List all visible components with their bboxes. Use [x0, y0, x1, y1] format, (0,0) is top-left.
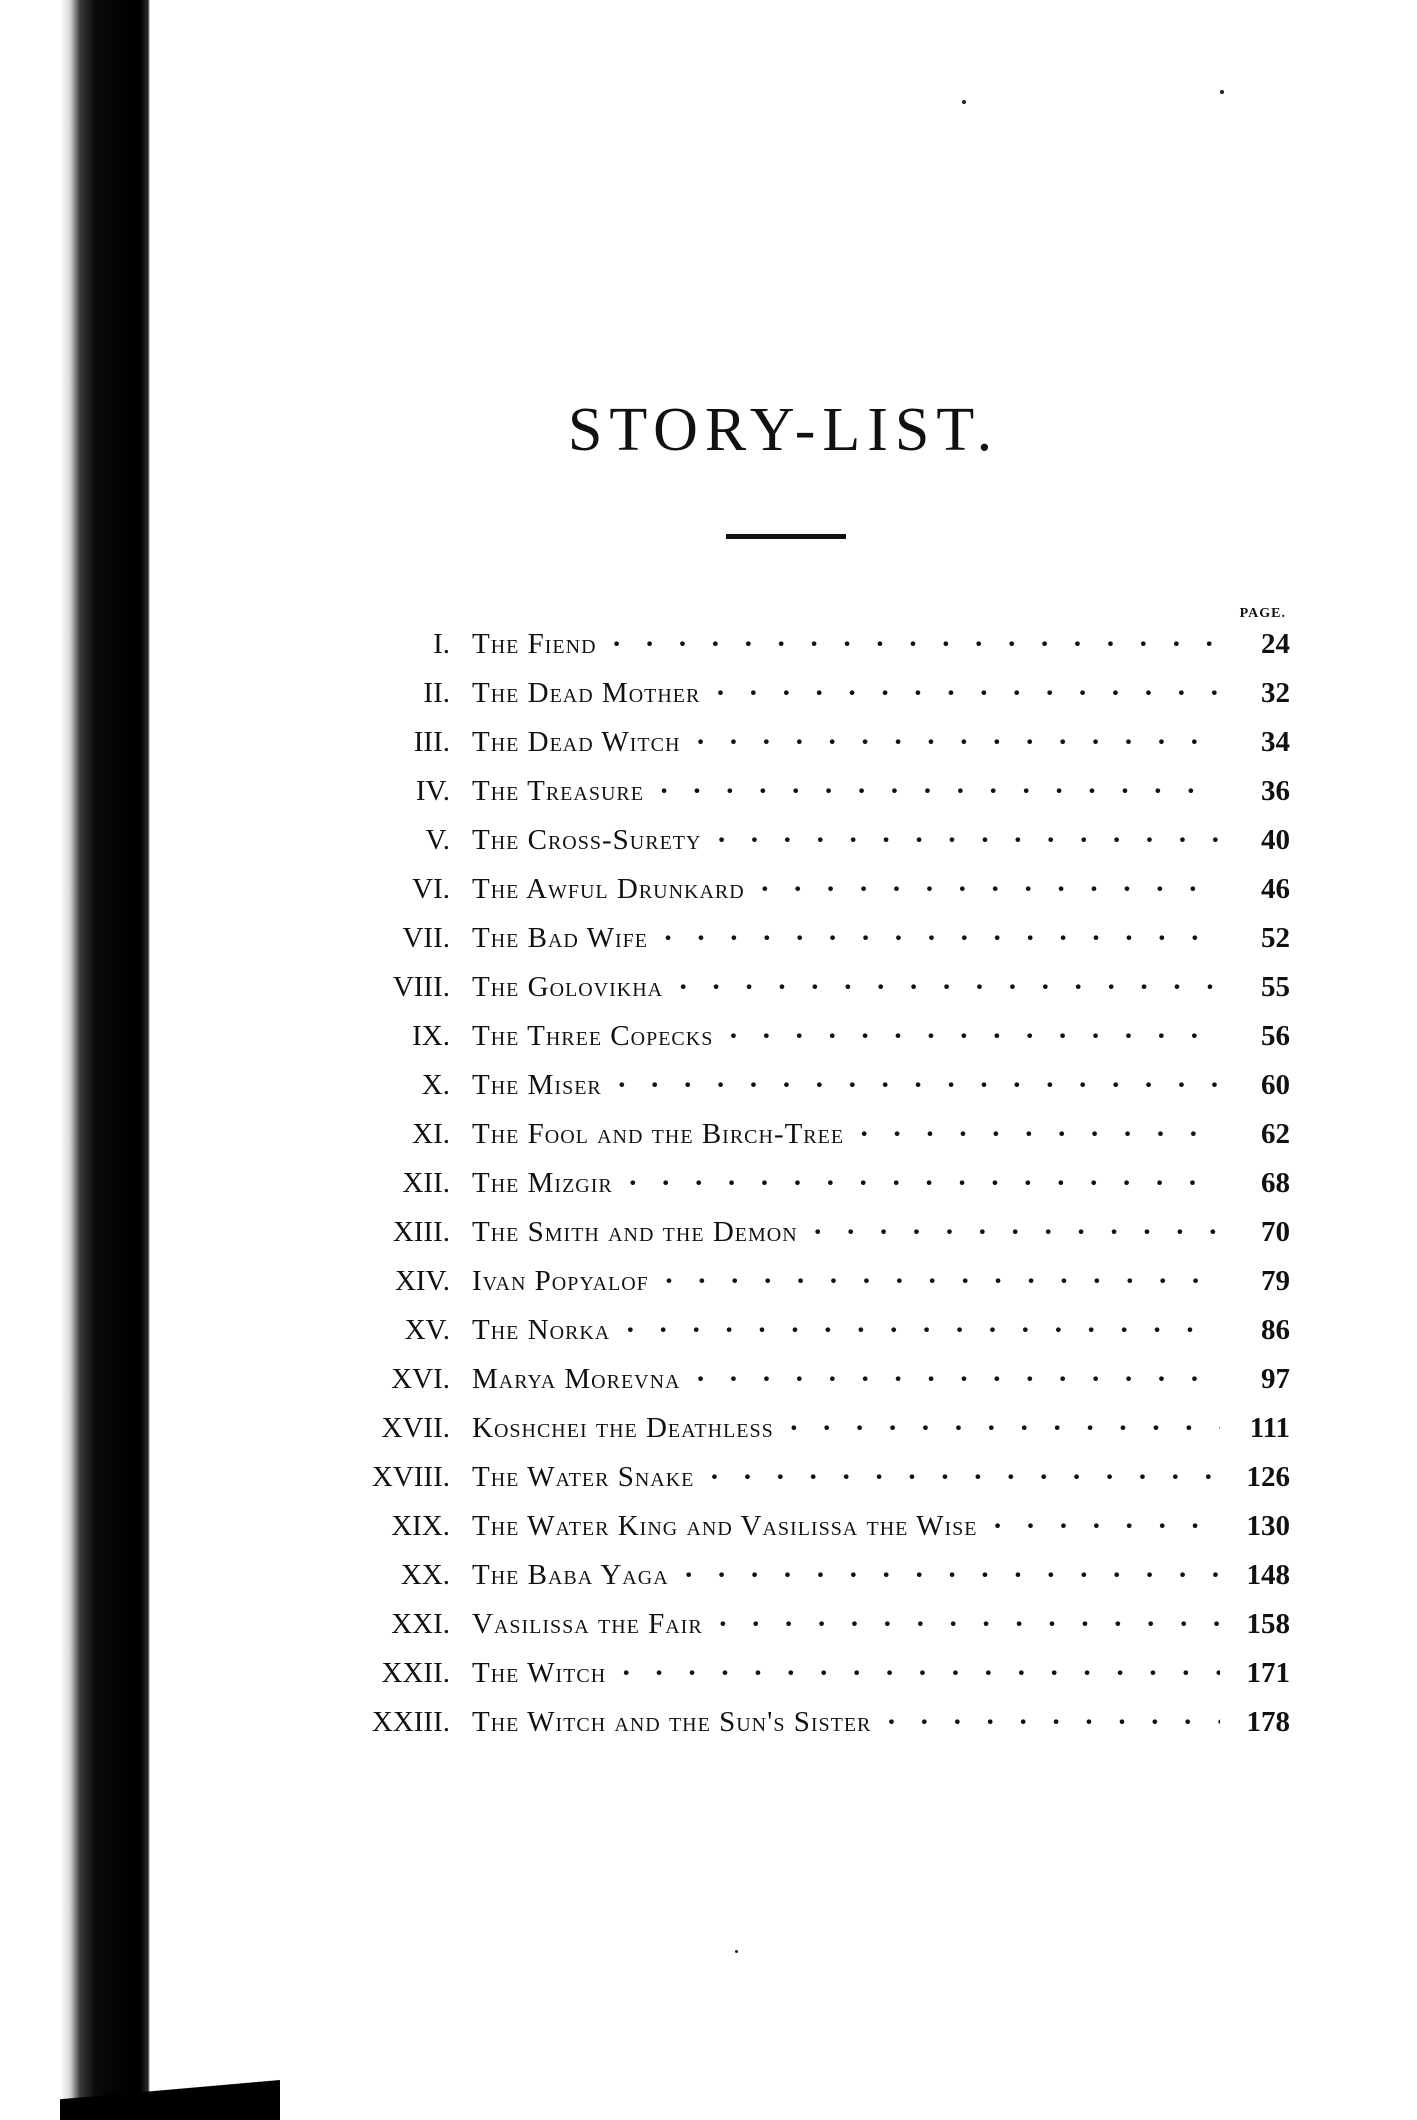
- chapter-number: XVI.: [391, 1363, 450, 1395]
- page-number: 68: [1261, 1167, 1290, 1199]
- toc-entry: [320, 1559, 1290, 1608]
- story-title: The Three Copecks · ·: [472, 1020, 1220, 1053]
- story-title: The Water Snake · ·: [472, 1461, 1220, 1494]
- page-number: 24: [1261, 628, 1290, 660]
- toc-entry: [320, 1363, 1290, 1412]
- print-speck: [735, 1950, 738, 1953]
- chapter-number: VI.: [412, 873, 450, 905]
- story-title: The Water King and Vasilissa the Wise · ·: [472, 1510, 1220, 1543]
- page-number: 111: [1249, 1412, 1290, 1444]
- story-title: The Golovikha · ·: [472, 971, 1220, 1004]
- story-title: The Treasure · ·: [472, 775, 1220, 808]
- page-number: 32: [1261, 677, 1290, 709]
- page-binding-shadow: [0, 0, 150, 2120]
- toc-entry: [320, 726, 1290, 775]
- story-title: The Dead Witch · ·: [472, 726, 1220, 759]
- chapter-number: XXIII.: [371, 1706, 450, 1738]
- story-title: The Awful Drunkard · ·: [472, 873, 1220, 906]
- story-title: Marya Morevna · ·: [472, 1363, 1220, 1396]
- toc-entry: [320, 1020, 1290, 1069]
- story-title: Ivan Popyalof · ·: [472, 1265, 1220, 1298]
- page-number: 79: [1261, 1265, 1290, 1297]
- page-corner-shadow: [60, 2072, 280, 2120]
- page-number: 36: [1261, 775, 1290, 807]
- toc-entry: [320, 824, 1290, 873]
- chapter-number: IV.: [415, 775, 450, 807]
- toc-entry: [320, 1608, 1290, 1657]
- story-title: The Fool and the Birch-Tree · ·: [472, 1118, 1220, 1151]
- title-rule: [726, 534, 846, 539]
- chapter-number: XVIII.: [371, 1461, 450, 1493]
- story-title: The Miser · ·: [472, 1069, 1220, 1102]
- toc-entry: [320, 873, 1290, 922]
- chapter-number: II.: [423, 677, 450, 709]
- toc-entry: [320, 1167, 1290, 1216]
- page-number: 97: [1261, 1363, 1290, 1395]
- story-title: The Baba Yaga · ·: [472, 1559, 1220, 1592]
- page-number: 60: [1261, 1069, 1290, 1101]
- toc-entry: [320, 628, 1290, 677]
- page-title: STORY-LIST.: [567, 396, 1000, 464]
- story-title: The Witch and the Sun's Sister · ·: [472, 1706, 1220, 1739]
- story-title: Koshchei the Deathless · ·: [472, 1412, 1220, 1445]
- toc-entry: [320, 1216, 1290, 1265]
- chapter-number: X.: [421, 1069, 450, 1101]
- story-title: The Dead Mother · ·: [472, 677, 1220, 710]
- story-list: [320, 628, 1290, 1755]
- page-number: 56: [1261, 1020, 1290, 1052]
- toc-entry: [320, 1706, 1290, 1755]
- page-number: 40: [1261, 824, 1290, 856]
- page-number: 46: [1261, 873, 1290, 905]
- toc-entry: [320, 1657, 1290, 1706]
- story-title: The Witch · ·: [472, 1657, 1220, 1690]
- toc-entry: [320, 971, 1290, 1020]
- chapter-number: XV.: [404, 1314, 450, 1346]
- toc-entry: [320, 1510, 1290, 1559]
- toc-entry: [320, 1461, 1290, 1510]
- chapter-number: I.: [433, 628, 450, 660]
- chapter-number: XIX.: [391, 1510, 450, 1542]
- toc-entry: [320, 775, 1290, 824]
- chapter-number: XIII.: [392, 1216, 450, 1248]
- toc-entry: [320, 1069, 1290, 1118]
- toc-entry: [320, 677, 1290, 726]
- story-title: The Mizgir · ·: [472, 1167, 1220, 1200]
- chapter-number: XIV.: [394, 1265, 450, 1297]
- story-title: The Cross-Surety · ·: [472, 824, 1220, 857]
- print-speck: [1220, 90, 1224, 94]
- chapter-number: XI.: [412, 1118, 450, 1150]
- print-speck: [962, 100, 966, 104]
- page-number: 130: [1246, 1510, 1290, 1542]
- story-title: The Bad Wife · ·: [472, 922, 1220, 955]
- chapter-number: VIII.: [392, 971, 450, 1003]
- story-title: The Smith and the Demon · ·: [472, 1216, 1220, 1249]
- page-number: 178: [1246, 1706, 1290, 1738]
- chapter-number: V.: [425, 824, 450, 856]
- story-title: The Norka · ·: [472, 1314, 1220, 1347]
- story-title: Vasilissa the Fair · ·: [472, 1608, 1220, 1641]
- toc-entry: [320, 1118, 1290, 1167]
- chapter-number: VII.: [402, 922, 450, 954]
- page-column-label: PAGE.: [1239, 606, 1286, 621]
- page-number: 34: [1261, 726, 1290, 758]
- chapter-number: III.: [413, 726, 450, 758]
- page-number: 171: [1246, 1657, 1290, 1689]
- page-number: 55: [1261, 971, 1290, 1003]
- chapter-number: XXII.: [381, 1657, 450, 1689]
- page-number: 148: [1246, 1559, 1290, 1591]
- toc-entry: [320, 922, 1290, 971]
- page-number: 86: [1261, 1314, 1290, 1346]
- page-number: 158: [1246, 1608, 1290, 1640]
- page-number: 52: [1261, 922, 1290, 954]
- chapter-number: XII.: [402, 1167, 450, 1199]
- toc-entry: [320, 1265, 1290, 1314]
- chapter-number: XVII.: [381, 1412, 450, 1444]
- page-number: 70: [1261, 1216, 1290, 1248]
- story-title: The Fiend · ·: [472, 628, 1220, 661]
- toc-entry: [320, 1412, 1290, 1461]
- chapter-number: XX.: [400, 1559, 450, 1591]
- page-number: 126: [1246, 1461, 1290, 1493]
- toc-entry: [320, 1314, 1290, 1363]
- chapter-number: IX.: [412, 1020, 450, 1052]
- chapter-number: XXI.: [391, 1608, 450, 1640]
- page-number: 62: [1261, 1118, 1290, 1150]
